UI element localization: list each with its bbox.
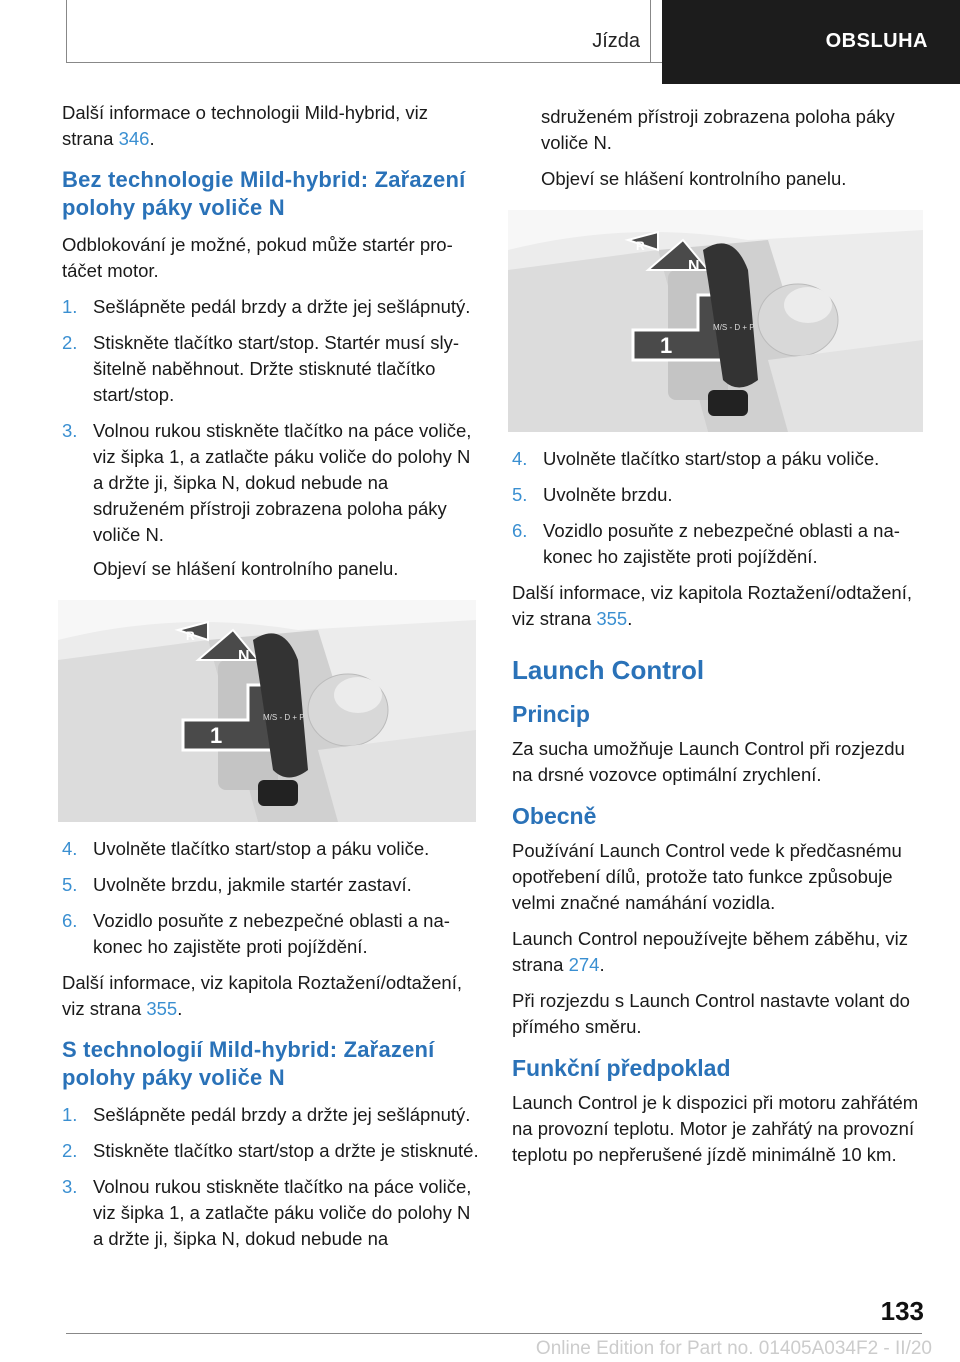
list-item: 5. Uvolněte brzdu. [512, 484, 673, 505]
header-section-title: Jízda [592, 30, 640, 52]
left-column [62, 100, 480, 1262]
svg-text:R: R [636, 239, 645, 253]
obecne-paragraph-1: Používání Launch Control vede k předčasnému opotřebení dílů, protože tato funkce způsobuje velmi značné namáhání vozidla. [512, 840, 902, 913]
list-item: 2. Stiskněte tlačítko start/stop. Startér musí slyšitelně naběhnout. Držte stisknuté tlačítko start/stop. [62, 332, 460, 405]
list-item: 2. Stiskněte tlačítko start/stop a držte je stisknuté. [62, 1140, 479, 1161]
svg-text:N: N [688, 258, 700, 275]
list-item: 5. Uvolněte brzdu, jakmile startér zastaví. [62, 874, 412, 895]
intro-paragraph: Další informace o technologii Mild-hybrid, viz strana 346. [62, 102, 429, 149]
svg-text:1: 1 [660, 333, 673, 358]
svg-text:M/S - D + P: M/S - D + P [713, 323, 755, 332]
list-item: 4. Uvolněte tlačítko start/stop a páku voliče. [512, 448, 880, 469]
steps-list-d [512, 446, 927, 570]
svg-text:M/S - D + P: M/S - D + P [263, 713, 305, 722]
continued-paragraph: sdruženém přístroji zobrazena poloha páky voliče N. [541, 106, 895, 153]
page-link-274[interactable]: 274 [568, 954, 600, 975]
heading-obecne: Obecně [512, 803, 597, 829]
list-item: 1. Sešlápněte pedál brzdy a držte jej sešlápnutý. [62, 296, 471, 317]
heading-without-mild-hybrid: Bez technologie Mild-hybrid: Zařazení polohy páky voliče N [62, 167, 466, 220]
page-link-346[interactable]: 346 [118, 128, 150, 149]
header-left-divider [66, 0, 67, 63]
towing-paragraph-2: Další informace, viz kapitola Roztažení/odtažení, viz strana 355. [512, 582, 912, 629]
list-item: 4. Uvolněte tlačítko start/stop a páku voliče. [62, 838, 430, 859]
right-column [512, 104, 927, 1178]
header-chapter-label: OBSLUHA [825, 30, 928, 52]
funkcni-paragraph: Launch Control je k dispozici při motoru zahřátém na provozní teplotu. Motor je zahřátý na provozní teplotu po nepřerušené jízdě minimálně 10 km. [512, 1092, 919, 1165]
page-number: 133 [880, 1296, 924, 1326]
svg-text:R: R [186, 629, 195, 643]
gear-selector-illustration [58, 600, 476, 822]
towing-paragraph: Další informace, viz kapitola Roztažení/odtažení, viz strana 355. [62, 972, 462, 1019]
list-item: 3. Volnou rukou stiskněte tlačítko na páce voliče, viz šipka 1, a zatlačte páku voliče do polohy N a držte ji, šipka N, dokud nebude na sdruženém přístroji zobrazena poloha páky voliče N. Objeví se hlášení kontrolního panelu. [62, 420, 472, 579]
heading-launch-control: Launch Control [512, 655, 705, 685]
heading-funkcni-predpoklad: Funkční předpoklad [512, 1055, 731, 1081]
page-link-355[interactable]: 355 [146, 998, 178, 1019]
steps-list-a [62, 294, 480, 582]
header-chapter-tab[interactable] [662, 0, 960, 84]
list-item: 6. Vozidlo posuňte z nebezpečné oblasti a nakonec ho zajistěte proti pojíždění. [512, 520, 900, 567]
list-item: 1. Sešlápněte pedál brzdy a držte jej sešlápnutý. [62, 1104, 471, 1125]
steps-list-b [62, 836, 480, 960]
svg-text:N: N [238, 648, 250, 665]
list-item: 6. Vozidlo posuňte z nebezpečné oblasti a nakonec ho zajistěte proti pojíždění. [62, 910, 450, 957]
steps-list-c [62, 1102, 480, 1252]
unlock-paragraph: Odblokování je možné, pokud může startér protáčet motor. [62, 234, 453, 281]
edition-watermark: Online Edition for Part no. 01405A034F2 - II/20 [535, 1338, 932, 1359]
svg-text:1: 1 [210, 723, 223, 748]
gear-selector-illustration-2 [508, 210, 923, 432]
footer-rule [66, 1333, 922, 1334]
continued-sub-paragraph: Objeví se hlášení kontrolního panelu. [541, 168, 847, 189]
list-item: 3. Volnou rukou stiskněte tlačítko na páce voliče, viz šipka 1, a zatlačte páku voliče do polohy N a držte ji, šipka N, dokud nebude na [62, 1176, 472, 1249]
obecne-paragraph-3: Při rozjezdu s Launch Control nastavte volant do přímého směru. [512, 990, 910, 1037]
heading-princip: Princip [512, 701, 590, 727]
obecne-paragraph-2: Launch Control nepoužívejte během záběhu, viz strana 274. [512, 928, 908, 975]
heading-with-mild-hybrid: S technologií Mild-hybrid: Zařazení polohy páky voliče N [62, 1037, 435, 1090]
page-link-355-b[interactable]: 355 [596, 608, 628, 629]
header-section-divider [650, 0, 651, 63]
princip-paragraph: Za sucha umožňuje Launch Control při rozjezdu na drsné vozovce optimální zrychlení. [512, 738, 905, 785]
